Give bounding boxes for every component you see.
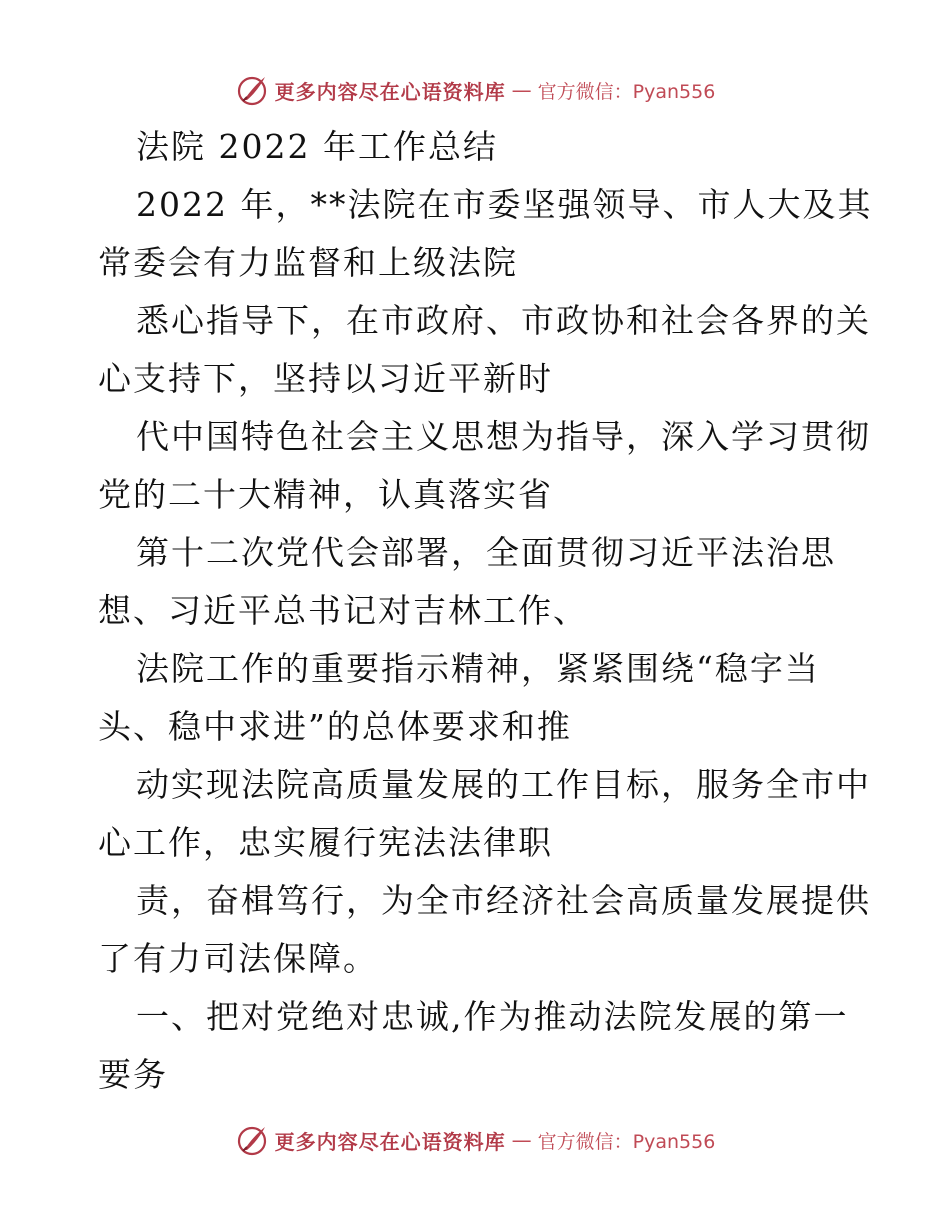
text-line: 第十二次党代会部署，全面贯彻习近平法治思 (136, 533, 836, 572)
banner-title: 更多内容尽在心语资料库 (274, 79, 506, 104)
footer-banner (0, 1120, 950, 1160)
text-line: 心工作，忠实履行宪法法律职 (98, 823, 553, 862)
text-line: 头、稳中求进”的总体要求和推 (98, 707, 572, 746)
text-line: 代中国特色社会主义思想为指导，深入学习贯彻 (136, 417, 871, 456)
text-line: 法院工作的重要指示精神，紧紧围绕“稳字当 (136, 649, 820, 688)
section-heading: 一、把对党绝对忠诚,作为推动法院发展的第一 (136, 997, 849, 1036)
document-title: 法院 2022 年工作总结 (136, 127, 498, 166)
text-line: 想、习近平总书记对吉林工作、 (98, 591, 588, 630)
banner-wechat: 官方微信：Pyan556 (537, 1130, 716, 1153)
text-line: 了有力司法保障。 (98, 939, 378, 978)
text-line: 常委会有力监督和上级法院 (98, 243, 518, 282)
section-heading-continued: 要务 (98, 1055, 168, 1094)
banner-dash: — (511, 1128, 532, 1152)
text-line: 悉心指导下，在市政府、市政协和社会各界的关 (136, 301, 871, 340)
banner-dash: — (511, 78, 532, 102)
text-line: 动实现法院高质量发展的工作目标，服务全市中 (136, 765, 871, 804)
quill-pen-logo-icon (235, 1123, 269, 1157)
banner-title: 更多内容尽在心语资料库 (274, 1129, 506, 1154)
quill-pen-logo-icon (235, 73, 269, 107)
header-banner (0, 70, 950, 110)
text-line: 责，奋楫笃行，为全市经济社会高质量发展提供 (136, 881, 871, 920)
document-body (98, 118, 873, 1104)
banner-wechat: 官方微信：Pyan556 (537, 80, 716, 103)
text-line: 2022 年，**法院在市委坚强领导、市人大及其 (136, 185, 873, 224)
text-line: 党的二十大精神，认真落实省 (98, 475, 553, 514)
text-line: 心支持下，坚持以习近平新时 (98, 359, 553, 398)
